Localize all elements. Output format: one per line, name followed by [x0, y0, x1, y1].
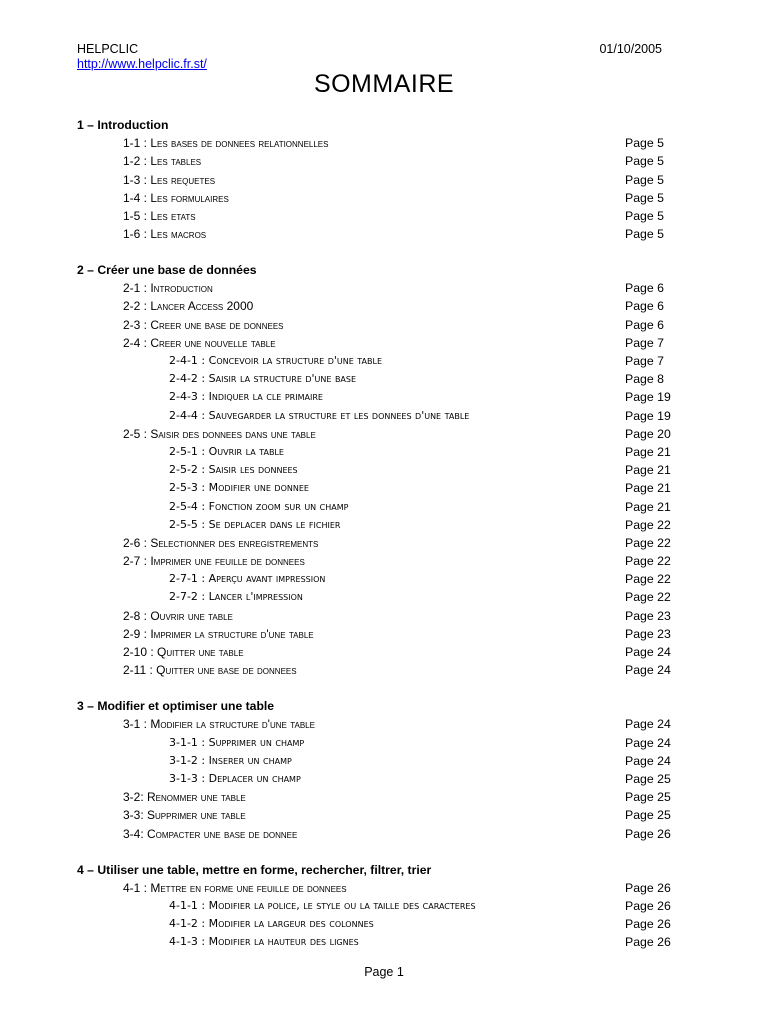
toc-entry-label: 3 – Modifier et optimiser une table: [77, 699, 275, 714]
toc-entry-page: Page 5: [625, 136, 664, 151]
toc-entry: [0, 334, 768, 352]
toc-section-heading: [0, 697, 768, 715]
toc-entry-page: Page 5: [625, 154, 664, 169]
toc-entry-page: Page 5: [625, 190, 664, 205]
toc-entry-label: 2-10 : Quitter une table: [123, 645, 244, 660]
toc-entry-page: Page 21: [625, 463, 671, 478]
toc-entry: [0, 734, 768, 752]
toc-entry: [0, 715, 768, 733]
toc-entry: [0, 443, 768, 461]
toc-entry-page: Page 21: [625, 481, 671, 496]
toc-spacer: [0, 243, 768, 261]
toc-entry-page: Page 5: [625, 227, 664, 242]
toc-entry: [0, 171, 768, 189]
toc-entry-label: 2-4-2 : Saisir la structure d'une base: [169, 372, 357, 386]
toc-entry-page: Page 24: [625, 717, 671, 732]
toc-entry-label: 3-1-1 : Supprimer un champ: [169, 735, 305, 749]
toc-entry: [0, 461, 768, 479]
toc-entry: [0, 625, 768, 643]
toc-entry: [0, 479, 768, 497]
toc-entry-label: 2-5-5 : Se deplacer dans le fichier: [169, 517, 341, 531]
toc-entry-label: 3-4: Compacter une base de donnee: [123, 826, 298, 841]
toc-entry-label: 1 – Introduction: [77, 118, 169, 132]
toc-entry: [0, 933, 768, 951]
toc-entry-label: 2-6 : Selectionner des enregistrements: [123, 535, 319, 550]
header-left: [77, 42, 207, 72]
table-of-contents: [0, 116, 768, 951]
toc-entry-label: 2-4-4 : Sauvegarder la structure et les donnees d'une table: [169, 408, 470, 422]
toc-entry-page: Page 22: [625, 535, 671, 550]
toc-entry: [0, 806, 768, 824]
toc-entry: [0, 825, 768, 843]
toc-entry: [0, 879, 768, 897]
toc-entry: [0, 352, 768, 370]
toc-entry-page: Page 25: [625, 808, 671, 823]
toc-entry-label: 3-2: Renommer une table: [123, 790, 246, 805]
toc-entry: [0, 552, 768, 570]
toc-entry-label: 2-7-2 : Lancer l'impression: [169, 590, 303, 604]
toc-entry: [0, 207, 768, 225]
toc-entry-label: 3-1-3 : Deplacer un champ: [169, 771, 301, 785]
toc-entry-page: Page 6: [625, 317, 664, 332]
toc-entry: [0, 570, 768, 588]
toc-entry: [0, 189, 768, 207]
toc-entry-label: 1-3 : Les requetes: [123, 172, 216, 187]
toc-entry-label: 2-5-1 : Ouvrir la table: [169, 444, 284, 458]
toc-entry-page: Page 26: [625, 935, 671, 950]
toc-entry: [0, 370, 768, 388]
toc-entry: [0, 279, 768, 297]
toc-entry: [0, 643, 768, 661]
toc-entry-label: 2-8 : Ouvrir une table: [123, 608, 233, 623]
toc-entry-page: Page 22: [625, 517, 671, 532]
toc-entry-label: 2-5-3 : Modifier une donnee: [169, 481, 309, 495]
toc-entry: [0, 316, 768, 334]
toc-entry-page: Page 6: [625, 281, 664, 296]
toc-entry-page: Page 5: [625, 172, 664, 187]
toc-entry-label: 2-4-1 : Concevoir la structure d'une table: [169, 354, 383, 368]
toc-spacer: [0, 843, 768, 861]
toc-entry-page: Page 20: [625, 426, 671, 441]
toc-entry: [0, 498, 768, 516]
toc-entry: [0, 788, 768, 806]
toc-entry: [0, 225, 768, 243]
toc-entry-page: Page 22: [625, 572, 671, 587]
toc-entry-label: 4-1 : Mettre en forme une feuille de donnees: [123, 880, 347, 895]
toc-section-heading: [0, 861, 768, 879]
toc-entry-label: 1-2 : Les tables: [123, 154, 202, 169]
toc-entry-label: 3-1-2 : Inserer un champ: [169, 753, 292, 767]
toc-entry: [0, 661, 768, 679]
toc-entry-label: 4-1-3 : Modifier la hauteur des lignes: [169, 935, 359, 949]
toc-entry: [0, 516, 768, 534]
toc-entry-page: Page 26: [625, 898, 671, 913]
toc-section-heading: [0, 116, 768, 134]
toc-entry-page: Page 21: [625, 444, 671, 459]
toc-entry-page: Page 24: [625, 735, 671, 750]
toc-entry-page: Page 26: [625, 917, 671, 932]
toc-entry: [0, 297, 768, 315]
toc-entry-page: Page 22: [625, 554, 671, 569]
toc-entry: [0, 915, 768, 933]
page-footer: Page 1: [364, 965, 404, 979]
toc-entry-label: 4-1-2 : Modifier la largeur des colonnes: [169, 917, 374, 931]
toc-entry-page: Page 23: [625, 626, 671, 641]
toc-entry: [0, 588, 768, 606]
toc-entry: [0, 607, 768, 625]
toc-entry-page: Page 6: [625, 299, 664, 314]
toc-spacer: [0, 679, 768, 697]
toc-entry-label: 1-6 : Les macros: [123, 227, 207, 242]
toc-entry: [0, 388, 768, 406]
toc-entry: [0, 152, 768, 170]
toc-entry-page: Page 7: [625, 354, 664, 369]
toc-entry-page: Page 26: [625, 826, 671, 841]
toc-entry-label: 4-1-1 : Modifier la police, le style ou la taille des caracteres: [169, 898, 476, 912]
header-date: 01/10/2005: [599, 42, 662, 56]
toc-entry-label: 2-9 : Imprimer la structure d'une table: [123, 626, 314, 641]
toc-entry-page: Page 23: [625, 608, 671, 623]
toc-entry-page: Page 24: [625, 645, 671, 660]
toc-entry-page: Page 21: [625, 499, 671, 514]
toc-entry-page: Page 25: [625, 790, 671, 805]
toc-entry: [0, 897, 768, 915]
toc-entry-label: 3-1 : Modifier la structure d'une table: [123, 717, 315, 732]
page-title: SOMMAIRE: [313, 70, 455, 98]
toc-entry-label: 1-1 : Les bases de donnees relationnelles: [123, 136, 329, 151]
site-name: HELPCLIC: [77, 42, 139, 56]
toc-entry-page: Page 19: [625, 390, 671, 405]
toc-entry-page: Page 24: [625, 753, 671, 768]
toc-entry-label: 2-5-4 : Fonction zoom sur un champ: [169, 499, 349, 513]
toc-entry-label: 3-3: Supprimer une table: [123, 808, 246, 823]
toc-section-heading: [0, 261, 768, 279]
toc-entry: [0, 752, 768, 770]
toc-entry-page: Page 26: [625, 880, 671, 895]
toc-entry-label: 2-7 : Imprimer une feuille de donnees: [123, 554, 305, 569]
toc-entry-page: Page 5: [625, 208, 664, 223]
toc-entry-page: Page 19: [625, 408, 671, 423]
toc-entry-label: 2-3 : Creer une base de donnees: [123, 317, 284, 332]
toc-entry-label: 4 – Utiliser une table, mettre en forme, rechercher, filtrer, trier: [77, 862, 432, 877]
site-link[interactable]: http://www.helpclic.fr.st/: [77, 57, 207, 71]
toc-entry: [0, 534, 768, 552]
toc-entry-label: 2-11 : Quitter une base de donnees: [123, 663, 297, 678]
toc-entry-label: 1-4 : Les formulaires: [123, 190, 229, 205]
toc-entry: [0, 425, 768, 443]
toc-entry-label: 2-4 : Creer une nouvelle table: [123, 335, 276, 350]
toc-entry-page: Page 24: [625, 663, 671, 678]
toc-entry-page: Page 22: [625, 590, 671, 605]
toc-entry-label: 2-5-2 : Saisir les donnees: [169, 463, 298, 477]
toc-entry-label: 2-2 : Lancer Access 2000: [123, 299, 254, 314]
toc-entry-label: 2-7-1 : Aperçu avant impression: [169, 572, 326, 586]
toc-entry-label: 2-5 : Saisir des donnees dans une table: [123, 426, 316, 441]
toc-entry: [0, 407, 768, 425]
toc-entry-page: Page 25: [625, 771, 671, 786]
toc-entry-label: 2 – Créer une base de données: [77, 263, 257, 278]
toc-entry: [0, 770, 768, 788]
toc-entry-page: Page 8: [625, 372, 664, 387]
toc-entry: [0, 134, 768, 152]
toc-entry-label: 2-1 : Introduction: [123, 281, 213, 296]
toc-entry-page: Page 7: [625, 335, 664, 350]
toc-entry-label: 2-4-3 : Indiquer la cle primaire: [169, 390, 323, 404]
toc-entry-label: 1-5 : Les etats: [123, 208, 196, 223]
